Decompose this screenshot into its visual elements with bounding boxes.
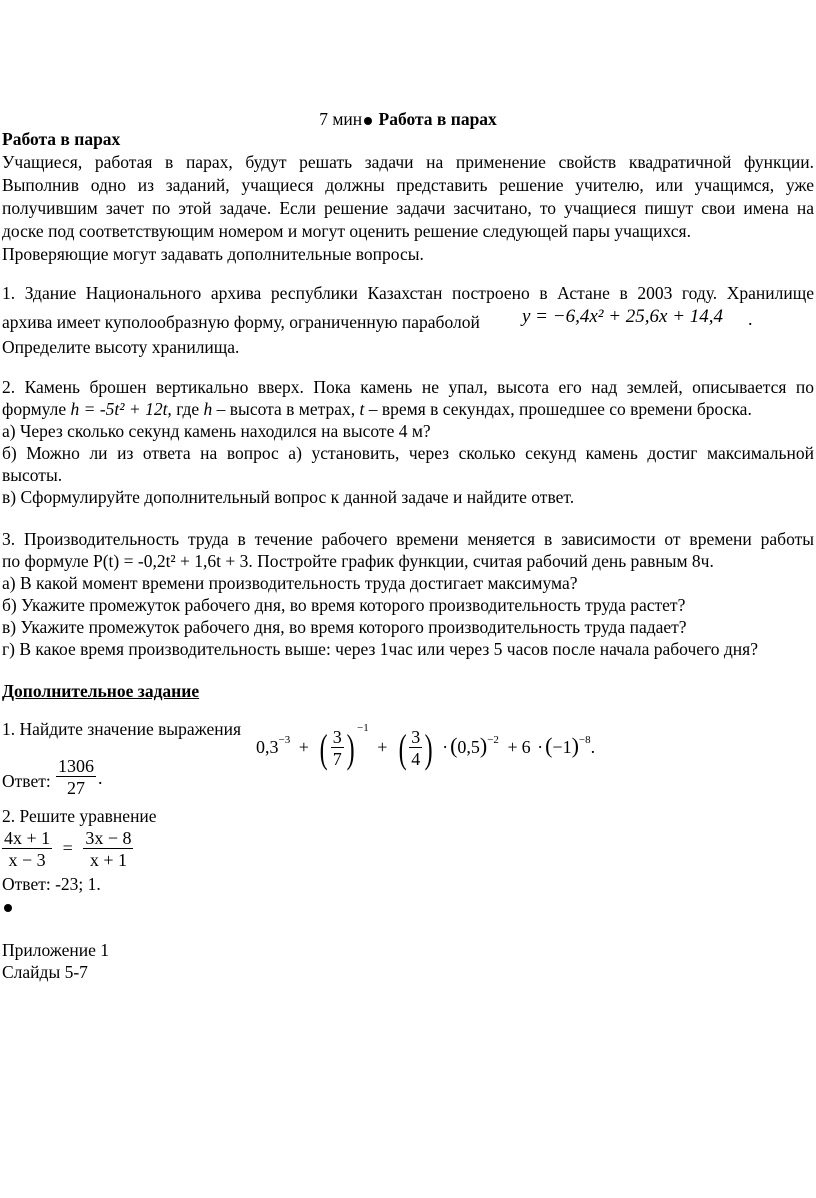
- task3-line: по формуле P(t) = -0,2t² + 1,6t + 3. Постройте график функции, считая рабочий день равным 8ч.: [2, 551, 714, 571]
- task2-question: б) Можно ли из ответа на вопрос а) установить, через сколько секунд камень достиг максимальной: [2, 443, 814, 463]
- extra-q1: 1. Найдите значение выражения: [2, 719, 242, 739]
- header-title: Работа в парах: [378, 109, 497, 129]
- task3-question: г) В какое время производительность выше: через 1час или через 5 часов после начала рабочего дня?: [2, 639, 758, 659]
- task1-formula-end: .: [748, 309, 753, 329]
- extra-title: Дополнительное задание: [2, 681, 200, 701]
- bullet-line: [2, 895, 14, 917]
- slides-label: Слайды 5-7: [2, 962, 88, 982]
- intro-line: получившим зачет по этой задаче. Если решение задачи засчитано, то учащиеся пишут свои имена на: [2, 198, 814, 218]
- intro-line: Учащиеся, работая в парах, будут решать задачи на применение свойств квадратичной функции.: [2, 152, 814, 172]
- header-time: 7 мин: [319, 109, 363, 129]
- task2-line: формуле h = -5t² + 12t, где h – высота в метрах, t – время в секундах, прошедшее со времени броска.: [2, 399, 752, 419]
- extra-expression: $0,3^{-3}$ + ( $\frac{3}{7}$ ) $^{-1}$ + ( $\frac{3}{4}$ ) $\cdot(0,5)^{-2} + 6 \cdot(-1)^{-8}$.: [256, 722, 596, 771]
- header-line: [0, 108, 816, 130]
- answer1-label: Ответ:: [2, 771, 51, 791]
- bullet-icon: [4, 904, 12, 912]
- task1-line: 1. Здание Национального архива республики Казахстан построено в Астане в 2003 году. Хранилище: [2, 283, 814, 303]
- intro-line: Выполнив одно из заданий, учащиеся должны представить решение учителю, или учащимся, уже: [2, 175, 814, 195]
- section-title: Работа в парах: [2, 129, 121, 149]
- answer1-end: .: [98, 768, 103, 788]
- task2-formula: h = -5t² + 12t,: [70, 399, 172, 419]
- task1-formula: y = −6,4x² + 25,6x + 14,4: [522, 306, 724, 327]
- task1-line: архива имеет куполообразную форму, ограниченную параболой: [2, 312, 480, 332]
- intro-line: доске под соответствующим номером и могут оценить решение следующей пары учащихся.: [2, 221, 691, 241]
- extra-q2: 2. Решите уравнение: [2, 806, 157, 826]
- task2-question: в) Сформулируйте дополнительный вопрос к данной задаче и найдите ответ.: [2, 487, 575, 507]
- task3-line: 3. Производительность труда в течение рабочего времени меняется в зависимости от времени работы: [2, 529, 814, 549]
- answer1-fraction: $\frac{1306}{27}$: [58, 756, 94, 798]
- task3-question: б) Укажите промежуток рабочего дня, во время которого производительность труда растет?: [2, 595, 686, 615]
- bullet-icon: [364, 117, 372, 125]
- task1-line: Определите высоту хранилища.: [2, 337, 240, 357]
- appendix-label: Приложение 1: [2, 940, 110, 960]
- task3-question: а) В какой момент времени производительность труда достигает максимума?: [2, 573, 578, 593]
- task3-question: в) Укажите промежуток рабочего дня, во время которого производительность труда падает?: [2, 617, 687, 637]
- answer2: Ответ: -23; 1.: [2, 874, 101, 894]
- intro-line: Проверяющие могут задавать дополнительные вопросы.: [2, 244, 424, 264]
- extra-equation: $\frac{4x + 1}{x - 3}$ = $\frac{3x - 8}{x + 1}$: [4, 828, 132, 870]
- task2-question: а) Через сколько секунд камень находился на высоте 4 м?: [2, 421, 431, 441]
- task2-question: высоты.: [2, 465, 63, 485]
- task2-line: 2. Камень брошен вертикально вверх. Пока камень не упал, высота его над землей, описывается по: [2, 377, 814, 397]
